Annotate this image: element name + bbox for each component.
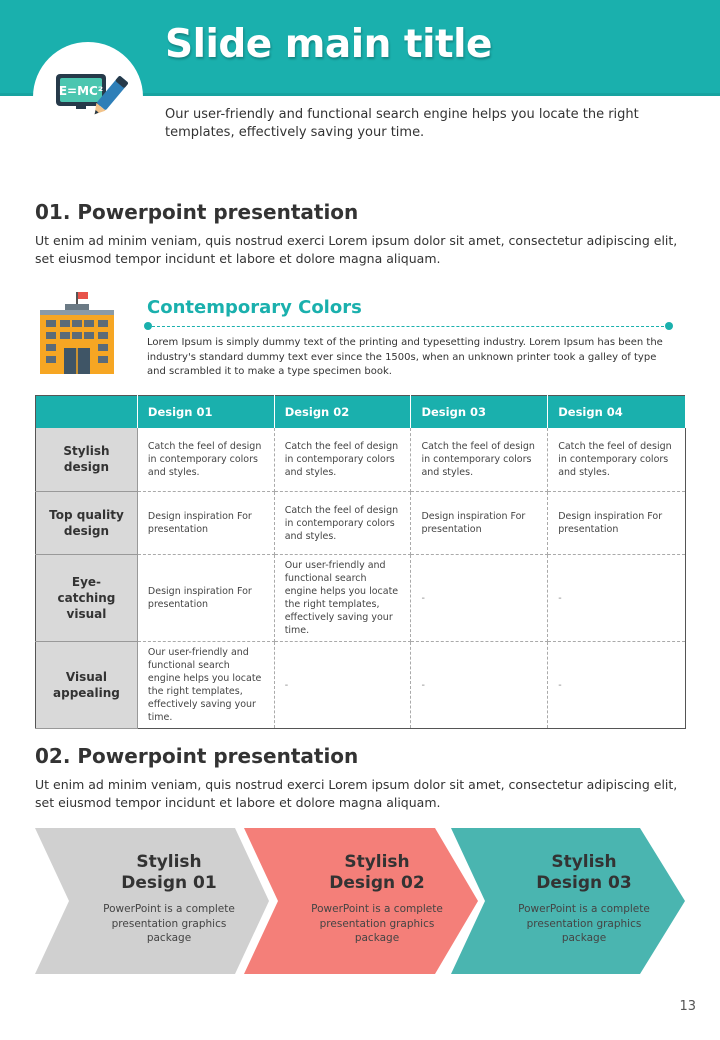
table-cell: Catch the feel of design in contemporary colors and styles. (137, 428, 274, 492)
section2-heading: 02. Powerpoint presentation (35, 744, 359, 768)
table-cell: Catch the feel of design in contemporary colors and styles. (411, 428, 548, 492)
table-cell: - (548, 642, 686, 729)
process-step-desc: PowerPoint is a complete presentation graphics package (311, 903, 443, 944)
table-cell: - (411, 642, 548, 729)
process-step-desc: PowerPoint is a complete presentation graphics package (518, 903, 650, 944)
table-cell: Design inspiration For presentation (548, 492, 686, 555)
row-label: Eye-catching visual (36, 555, 138, 642)
row-label: Top quality design (36, 492, 138, 555)
process-step-3 (509, 852, 659, 946)
section1-heading: 01. Powerpoint presentation (35, 200, 359, 224)
row-label: Stylish design (36, 428, 138, 492)
contemporary-colors-text: Lorem Ipsum is simply dummy text of the printing and typesetting industry. Lorem Ipsum has been the industry's standard dummy text ever since the 1500s, when an unknown printer took a galley of type and scrambled it to make a type specimen book. (147, 337, 663, 377)
design-comparison-table (35, 395, 686, 729)
table-header-corner (36, 396, 138, 428)
process-step-1 (94, 852, 244, 946)
contemporary-colors-title: Contemporary Colors (147, 297, 362, 318)
table-header-design-02: Design 02 (274, 396, 411, 428)
table-cell: - (274, 642, 411, 729)
table-cell: Our user-friendly and functional search engine helps you locate the right templates, effectively saving your time. (137, 642, 274, 729)
table-cell: Catch the feel of design in contemporary colors and styles. (274, 492, 411, 555)
divider-dot-left (144, 322, 152, 330)
table-header-design-01: Design 01 (137, 396, 274, 428)
process-step-title: Stylish Design 01 (121, 852, 217, 893)
row-label: Visual appealing (36, 642, 138, 729)
page-number: 13 (679, 999, 696, 1014)
divider-dot-right (665, 322, 673, 330)
process-step-2 (302, 852, 452, 946)
slide-title: Slide main title (165, 22, 492, 67)
table-row (36, 642, 686, 729)
table-row (36, 492, 686, 555)
slide-subtitle: Our user-friendly and functional search engine helps you locate the right templates, effectively saving your time. (165, 107, 639, 140)
process-step-title: Stylish Design 03 (536, 852, 632, 893)
formula-board-icon (52, 66, 132, 128)
table-row (36, 428, 686, 492)
section2-body: Ut enim ad minim veniam, quis nostrud exerci Lorem ipsum dolor sit amet, consectetur adipiscing elit, set eiusmod tempor incidunt et labore et dolore magna aliquam. (35, 777, 678, 810)
table-cell: - (548, 555, 686, 642)
table-cell: Catch the feel of design in contemporary colors and styles. (274, 428, 411, 492)
table-cell: Design inspiration For presentation (137, 555, 274, 642)
table-cell: Catch the feel of design in contemporary colors and styles. (548, 428, 686, 492)
process-step-title: Stylish Design 02 (329, 852, 425, 893)
table-header-row (36, 396, 686, 428)
table-header-design-03: Design 03 (411, 396, 548, 428)
section1-body: Ut enim ad minim veniam, quis nostrud exerci Lorem ipsum dolor sit amet, consectetur adipiscing elit, set eiusmod tempor incidunt et labore et dolore magna aliquam. (35, 233, 678, 266)
formula-text: E=MC² (58, 84, 104, 98)
table-cell: Design inspiration For presentation (137, 492, 274, 555)
title-divider (147, 326, 669, 327)
table-header-design-04: Design 04 (548, 396, 686, 428)
table-cell: - (411, 555, 548, 642)
table-row (36, 555, 686, 642)
table-cell: Design inspiration For presentation (411, 492, 548, 555)
building-icon (38, 290, 116, 376)
process-step-desc: PowerPoint is a complete presentation graphics package (103, 903, 235, 944)
table-cell: Our user-friendly and functional search engine helps you locate the right templates, effectively saving your time. (274, 555, 411, 642)
